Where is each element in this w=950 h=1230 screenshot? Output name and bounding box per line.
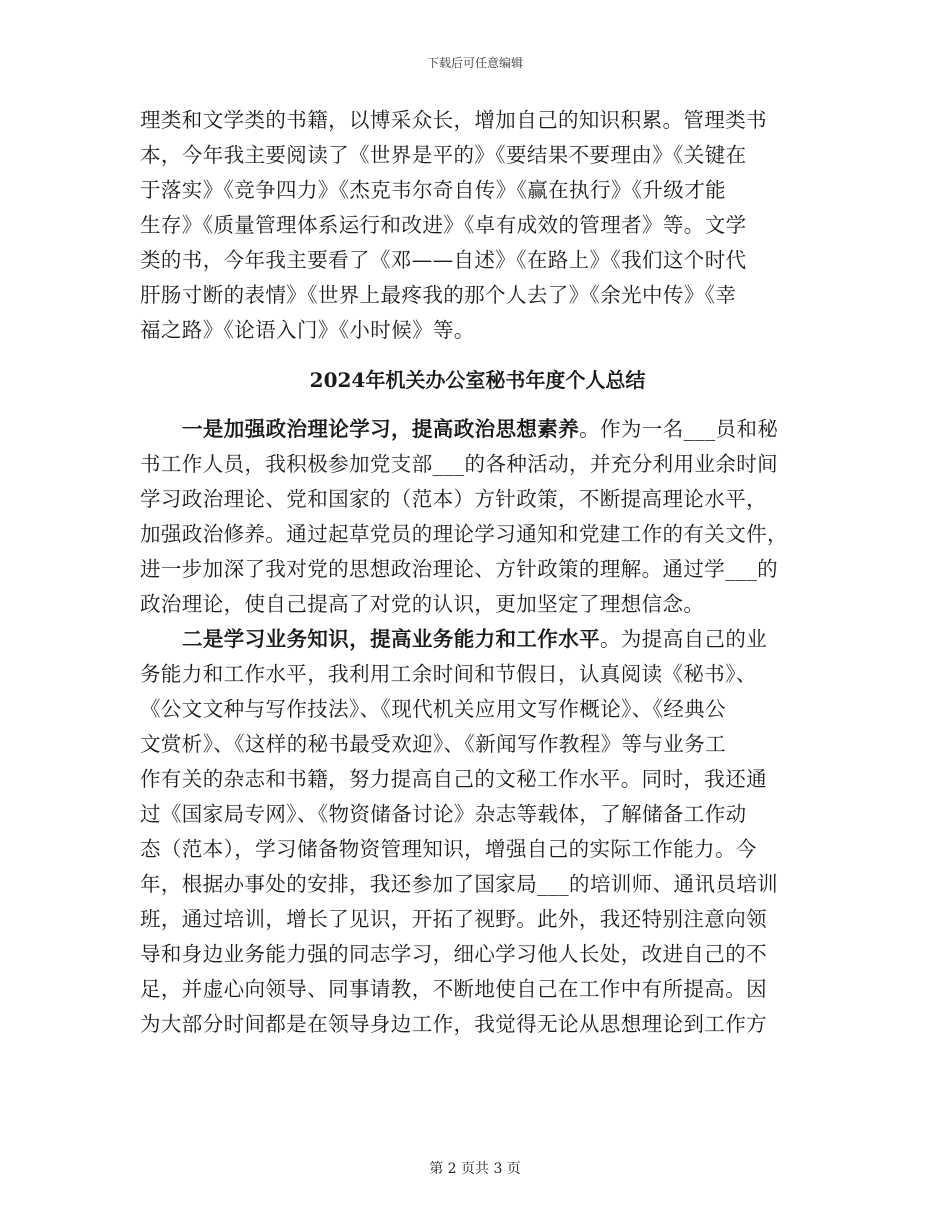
text-line: 进一步加深了我对党的思想政治理论、方针政策的理解。通过学___的: [140, 557, 779, 581]
text-line: 类的书，今年我主要看了《邓——自述》《在路上》《我们这个时代: [140, 248, 747, 272]
document-title: 2024年机关办公室秘书年度个人总结: [309, 368, 646, 392]
section-lead: 二是学习业务知识，提高业务能力和工作水平: [182, 627, 600, 651]
text-line: 政治理论，使自己提高了对党的认识，更加坚定了理想信念。: [140, 592, 705, 616]
text-line: 肝肠寸断的表情》《世界上最疼我的那个人去了》《余光中传》《幸: [140, 283, 737, 307]
text-line: 书工作人员，我积极参加党支部___的各种活动，并充分利用业余时间: [140, 452, 779, 476]
document-body: [140, 103, 815, 1042]
page-header: 下载后可任意编辑: [426, 56, 523, 70]
text-line: 导和身边业务能力强的同志学习，细心学习他人长处，改进自己的不: [140, 942, 767, 966]
section-political-theory: [140, 412, 815, 622]
text-line: 过《国家局专网》、《物资储备讨论》杂志等载体，了解储备工作动: [140, 802, 747, 826]
text-line: 班，通过培训，增长了见识，开拓了视野。此外，我还特别注意向领: [140, 907, 767, 931]
text-line: 文赏析》、《这样的秘书最受欢迎》、《新闻写作教程》等与业务工: [140, 732, 726, 756]
text-line: 为大部分时间都是在领导身边工作，我觉得无论从思想理论到工作方: [140, 1012, 767, 1036]
text-line: 理类和文学类的书籍，以博采众长，增加自己的知识积累。管理类书: [140, 108, 767, 132]
text-line: 本，今年我主要阅读了《世界是平的》《要结果不要理由》《关键在: [140, 143, 747, 167]
text-line: 于落实》《竞争四力》《杰克韦尔奇自传》《赢在执行》《升级才能: [140, 178, 726, 202]
text-line: [140, 622, 815, 657]
text-line: 务能力和工作水平，我利用工余时间和节假日，认真阅读《秘书》、: [140, 662, 757, 686]
text-line: 年，根据办事处的安排，我还参加了国家局___的培训师、通讯员培训: [140, 872, 779, 896]
section-business-knowledge: [140, 622, 815, 1042]
section-lead-rest: 。作为一名___员和秘: [579, 417, 779, 441]
text-line: 态（范本），学习储备物资管理知识，增强自己的实际工作能力。今: [140, 837, 757, 861]
text-line: 福之路》《论语入门》《小时候》等。: [140, 318, 475, 342]
text-line: 加强政治修养。通过起草党员的理论学习通知和党建工作的有关文件，: [140, 522, 788, 546]
section-lead-rest: 。为提高自己的业: [600, 627, 768, 651]
text-line: 足，并虚心向领导、同事请教，不断地使自己在工作中有所提高。因: [140, 977, 767, 1001]
text-line: 作有关的杂志和书籍，努力提高自己的文秘工作水平。同时，我还通: [140, 767, 767, 791]
text-line: 生存》《质量管理体系运行和改进》《卓有成效的管理者》等。文学: [140, 213, 747, 237]
text-line: [140, 412, 815, 447]
intro-paragraph: [140, 103, 815, 348]
page-footer: 第 2 页共 3 页: [429, 1161, 521, 1177]
section-lead: 一是加强政治理论学习，提高政治思想素养: [182, 417, 580, 441]
text-line: 学习政治理论、党和国家的（范本）方针政策，不断提高理论水平，: [140, 487, 767, 511]
text-line: 《公文文种与写作技法》、《现代机关应用文写作概论》、《经典公: [140, 697, 726, 721]
